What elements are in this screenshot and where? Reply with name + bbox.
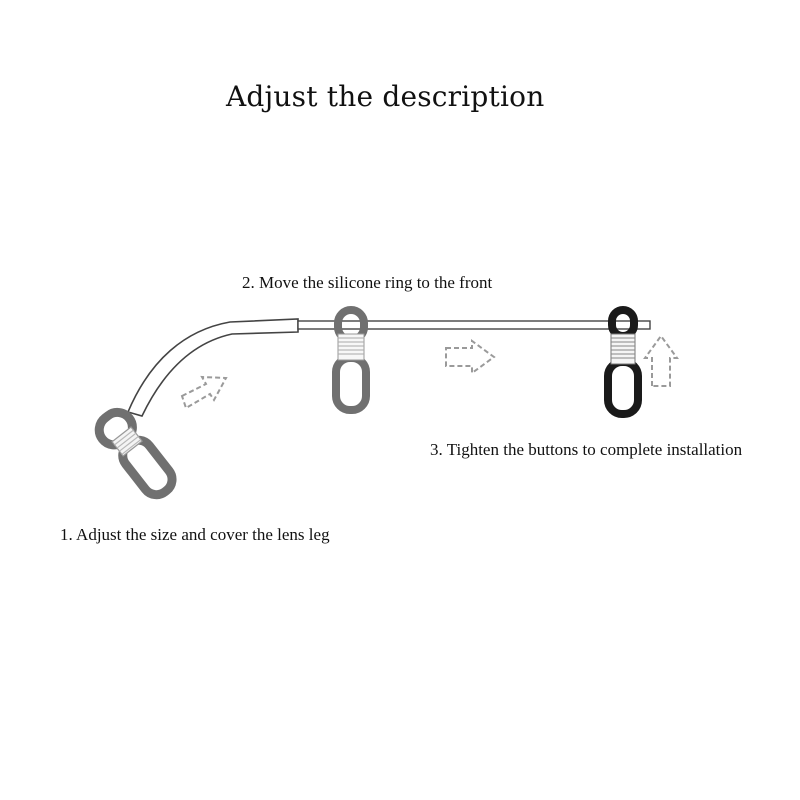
step-2-label: 2. Move the silicone ring to the front bbox=[242, 273, 493, 292]
temple-arm bbox=[298, 321, 650, 329]
ring-coil bbox=[611, 334, 635, 364]
step-3-label: 3. Tighten the buttons to complete installation bbox=[430, 440, 743, 459]
arrow-right-icon bbox=[446, 341, 494, 373]
temple-tip-sleeve bbox=[128, 319, 298, 416]
page-title: Adjust the description bbox=[226, 80, 545, 113]
arrow-up-icon bbox=[645, 336, 677, 386]
ring-coil bbox=[338, 334, 364, 360]
silicone-ring-gray-start bbox=[93, 406, 178, 502]
step-1-label: 1. Adjust the size and cover the lens leg bbox=[60, 525, 330, 544]
arrow-up-right-icon bbox=[182, 377, 226, 408]
ring-coil bbox=[112, 427, 142, 456]
glasses-temple bbox=[128, 319, 650, 416]
